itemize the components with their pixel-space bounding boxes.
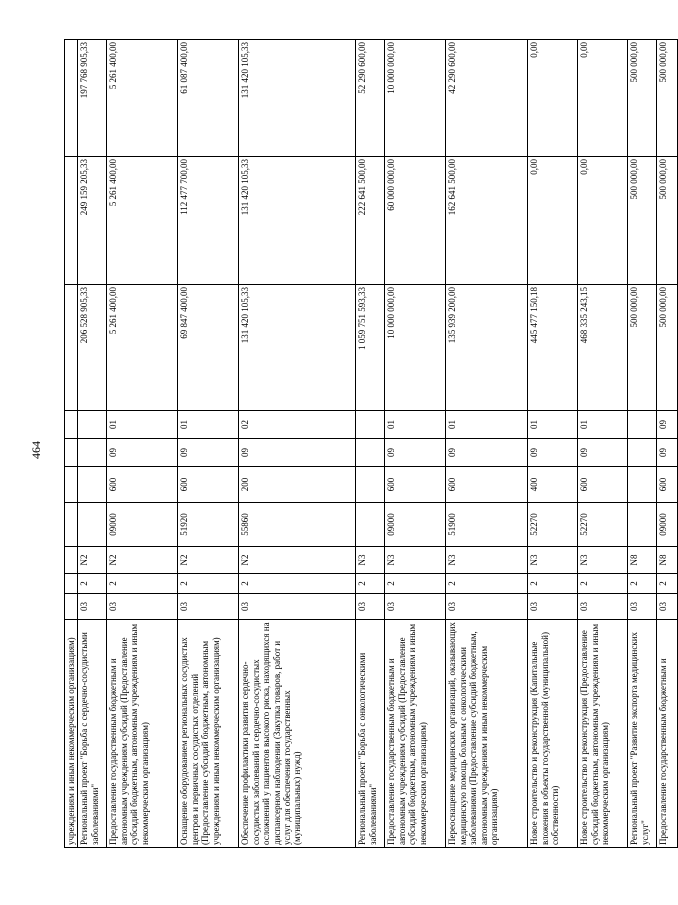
- code-3: N8: [628, 547, 657, 574]
- amount-2: [65, 157, 78, 285]
- row-name: Новое строительство и реконструкция (Капитальные вложения в объекты государственной (муниципальной) собственности): [528, 620, 578, 848]
- code-4: [628, 503, 657, 547]
- amount-1: 5 261 400,00: [107, 285, 178, 411]
- table-row: [385, 40, 446, 848]
- amount-3: 0,00: [578, 40, 628, 157]
- code-7: [78, 411, 107, 439]
- code-4: 09000: [385, 503, 446, 547]
- code-6: [356, 439, 385, 467]
- code-5: 600: [446, 467, 528, 503]
- code-4: 52270: [578, 503, 628, 547]
- amount-1: 131 420 105,33: [239, 285, 356, 411]
- code-7: 01: [446, 411, 528, 439]
- code-1: 03: [446, 594, 528, 620]
- amount-2: 112 477 700,00: [178, 157, 239, 285]
- table-row: [65, 40, 78, 848]
- code-3: [65, 547, 78, 574]
- amount-1: 1 059 751 593,33: [356, 285, 385, 411]
- amount-1: 206 528 905,33: [78, 285, 107, 411]
- code-7: 01: [578, 411, 628, 439]
- amount-3: 0,00: [528, 40, 578, 157]
- code-1: 03: [385, 594, 446, 620]
- code-5: [356, 467, 385, 503]
- code-5: 600: [578, 467, 628, 503]
- row-name: Региональный проект "Развитие экспорта медицинских услуг": [628, 620, 657, 848]
- code-4: [65, 503, 78, 547]
- code-2: [65, 574, 78, 594]
- table-row: [107, 40, 178, 848]
- table-row: [657, 40, 678, 848]
- row-name: Региональный проект "Борьба с сердечно-сосудистыми заболеваниями": [78, 620, 107, 848]
- amount-2: 0,00: [528, 157, 578, 285]
- code-1: 03: [356, 594, 385, 620]
- code-7: 01: [178, 411, 239, 439]
- code-5: 600: [657, 467, 678, 503]
- rotated-table-area: [64, 40, 669, 848]
- row-name: Предоставление государственным бюджетным и автономным учреждениям субсидий (Предоставление субсидий бюджетным, автономным учреждениям и иным некоммерческим организациям): [385, 620, 446, 848]
- amount-1: 468 335 243,15: [578, 285, 628, 411]
- code-1: [65, 594, 78, 620]
- code-7: [628, 411, 657, 439]
- amount-3: 197 768 905,33: [78, 40, 107, 157]
- row-name: Обеспечение профилактики развития сердечно-сосудистых заболеваний и сердечно-сосудистых осложнений у пациентов высокого риска, находящихся на диспансерном наблюдении (Закупка товаров, работ и услуг для обеспечения государственных (муниципальных) нужд): [239, 620, 356, 848]
- code-1: 03: [239, 594, 356, 620]
- code-1: 03: [628, 594, 657, 620]
- code-2: 2: [107, 574, 178, 594]
- code-5: [65, 467, 78, 503]
- amount-2: 222 641 500,00: [356, 157, 385, 285]
- code-6: 09: [528, 439, 578, 467]
- code-6: 09: [657, 439, 678, 467]
- amount-1: 69 847 400,00: [178, 285, 239, 411]
- code-3: N3: [356, 547, 385, 574]
- amount-1: 445 477 150,18: [528, 285, 578, 411]
- table-row: [446, 40, 528, 848]
- code-2: 2: [239, 574, 356, 594]
- amount-2: 5 261 400,00: [107, 157, 178, 285]
- table-row: [178, 40, 239, 848]
- amount-2: 500 000,00: [657, 157, 678, 285]
- code-3: N2: [107, 547, 178, 574]
- code-6: 09: [239, 439, 356, 467]
- amount-1: 500 000,00: [628, 285, 657, 411]
- amount-1: 135 939 200,00: [446, 285, 528, 411]
- code-2: 2: [356, 574, 385, 594]
- code-2: 2: [657, 574, 678, 594]
- code-2: 2: [528, 574, 578, 594]
- table-row: [528, 40, 578, 848]
- amount-3: 131 420 105,33: [239, 40, 356, 157]
- amount-2: 131 420 105,33: [239, 157, 356, 285]
- code-4: 09000: [657, 503, 678, 547]
- code-7: 01: [528, 411, 578, 439]
- row-name: Переоснащение медицинских организаций, оказывающих медицинскую помощь больным с онкологическими заболеваниями (Предоставление субсидий бюджетным, автономным учреждениям и иным некоммерческим организациям): [446, 620, 528, 848]
- code-5: 600: [385, 467, 446, 503]
- amount-3: 52 290 600,00: [356, 40, 385, 157]
- code-6: 09: [578, 439, 628, 467]
- amount-1: [65, 285, 78, 411]
- code-3: N3: [578, 547, 628, 574]
- code-4: [356, 503, 385, 547]
- code-2: 2: [578, 574, 628, 594]
- code-6: 09: [446, 439, 528, 467]
- page-number: 464: [29, 441, 43, 459]
- amount-3: 61 087 400,00: [178, 40, 239, 157]
- code-4: 52270: [528, 503, 578, 547]
- code-7: 01: [385, 411, 446, 439]
- code-3: N8: [657, 547, 678, 574]
- amount-3: 500 000,00: [628, 40, 657, 157]
- budget-table: [64, 39, 678, 848]
- code-4: 09000: [107, 503, 178, 547]
- amount-3: 5 261 400,00: [107, 40, 178, 157]
- code-1: 03: [178, 594, 239, 620]
- code-3: N2: [239, 547, 356, 574]
- amount-3: 10 000 000,00: [385, 40, 446, 157]
- code-1: 03: [657, 594, 678, 620]
- code-1: 03: [528, 594, 578, 620]
- code-2: 2: [446, 574, 528, 594]
- amount-2: 249 159 205,33: [78, 157, 107, 285]
- row-name: Оснащение оборудованием региональных сосудистых центров и первичных сосудистых отделений (Предоставление субсидий бюджетным, автономным учреждениям и иным некоммерческим организациям): [178, 620, 239, 848]
- table-row: [578, 40, 628, 848]
- code-1: 03: [578, 594, 628, 620]
- code-5: [78, 467, 107, 503]
- code-4: 51920: [178, 503, 239, 547]
- code-7: [65, 411, 78, 439]
- row-name: Региональный проект "Борьба с онкологическими заболеваниями": [356, 620, 385, 848]
- row-name: Предоставление государственным бюджетным и автономным учреждениям субсидий (Предоставление субсидий бюджетным, автономным учреждениям и иным некоммерческим организациям): [107, 620, 178, 848]
- code-5: 600: [178, 467, 239, 503]
- amount-1: 500 000,00: [657, 285, 678, 411]
- row-name: Новое строительство и реконструкция (Предоставление субсидий бюджетным, автономным учреждениям и иным некоммерческим организациям): [578, 620, 628, 848]
- code-3: N2: [178, 547, 239, 574]
- code-2: 2: [78, 574, 107, 594]
- row-name: учреждениям и иным некоммерческим организациям): [65, 620, 78, 848]
- code-3: N2: [78, 547, 107, 574]
- code-6: 09: [107, 439, 178, 467]
- code-7: [356, 411, 385, 439]
- code-3: N3: [528, 547, 578, 574]
- code-2: 2: [178, 574, 239, 594]
- code-4: 55860: [239, 503, 356, 547]
- code-3: N3: [446, 547, 528, 574]
- code-4: 51900: [446, 503, 528, 547]
- amount-2: 162 641 500,00: [446, 157, 528, 285]
- code-1: 03: [78, 594, 107, 620]
- table-row: [239, 40, 356, 848]
- code-5: 400: [528, 467, 578, 503]
- table-row: [78, 40, 107, 848]
- table-row: [628, 40, 657, 848]
- amount-2: 500 000,00: [628, 157, 657, 285]
- amount-2: 60 000 000,00: [385, 157, 446, 285]
- code-3: N3: [385, 547, 446, 574]
- amount-3: [65, 40, 78, 157]
- amount-1: 10 000 000,00: [385, 285, 446, 411]
- table-row: [356, 40, 385, 848]
- code-5: [628, 467, 657, 503]
- code-2: 2: [628, 574, 657, 594]
- amount-3: 42 290 600,00: [446, 40, 528, 157]
- amount-3: 500 000,00: [657, 40, 678, 157]
- code-5: 200: [239, 467, 356, 503]
- code-5: 600: [107, 467, 178, 503]
- code-4: [78, 503, 107, 547]
- code-6: [65, 439, 78, 467]
- code-6: [78, 439, 107, 467]
- code-7: 02: [239, 411, 356, 439]
- code-6: 09: [178, 439, 239, 467]
- row-name: Предоставление государственным бюджетным и: [657, 620, 678, 848]
- code-7: 09: [657, 411, 678, 439]
- code-2: 2: [385, 574, 446, 594]
- code-1: 03: [107, 594, 178, 620]
- code-6: 09: [385, 439, 446, 467]
- code-6: [628, 439, 657, 467]
- amount-2: 0,00: [578, 157, 628, 285]
- code-7: 01: [107, 411, 178, 439]
